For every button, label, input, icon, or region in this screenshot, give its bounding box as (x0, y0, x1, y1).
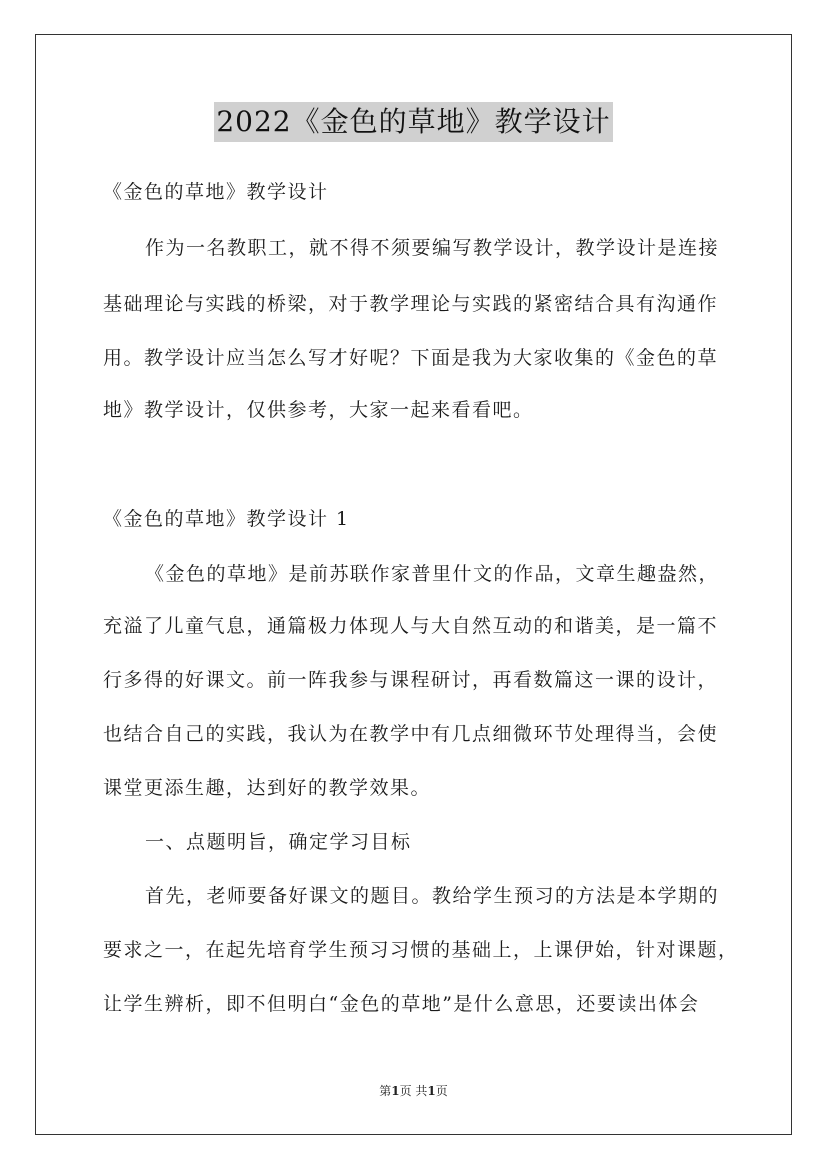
title-container (0, 102, 827, 142)
point-line: 要求之一，在起先培育学生预习习惯的基础上，上课伊始，针对课题， (103, 939, 739, 961)
intro-line: 地》教学设计，仅供参考，大家一起来看看吧。 (103, 399, 534, 421)
point-heading: 一、点题明旨，确定学习目标 (145, 831, 412, 853)
point-line: 首先，老师要备好课文的题目。教给学生预习的方法是本学期的 (145, 885, 720, 907)
footer-prefix: 第 (379, 1084, 392, 1098)
footer-suffix: 页 (435, 1084, 448, 1098)
section-line: 也结合自己的实践，我认为在教学中有几点细微环节处理得当，会使 (103, 723, 719, 745)
intro-line: 用。教学设计应当怎么写才好呢？下面是我为大家收集的《金色的草 (103, 347, 719, 369)
intro-line: 基础理论与实践的桥梁，对于教学理论与实践的紧密结合具有沟通作 (103, 293, 719, 315)
document-title: 2022《金色的草地》教学设计 (214, 102, 612, 142)
section-heading: 《金色的草地》教学设计 1 (103, 508, 350, 530)
section-line: 课堂更添生趣，达到好的教学效果。 (103, 777, 432, 799)
intro-line: 作为一名教职工，就不得不须要编写教学设计，教学设计是连接 (145, 237, 720, 259)
footer-mid: 页 共 (399, 1084, 428, 1098)
footer-page-total: 1 (427, 1084, 436, 1098)
section-line: 《金色的草地》是前苏联作家普里什文的作品，文章生趣盎然， (145, 563, 720, 585)
section-line: 充溢了儿童气息，通篇极力体现人与大自然互动的和谐美，是一篇不 (103, 615, 719, 637)
point-line: 让学生辨析，即不但明白“金色的草地”是什么意思，还要读出体会 (103, 993, 700, 1015)
footer-page-number: 1 (391, 1084, 400, 1098)
document-subtitle: 《金色的草地》教学设计 (103, 181, 329, 203)
section-line: 行多得的好课文。前一阵我参与课程研讨，再看数篇这一课的设计， (103, 669, 719, 691)
page-footer (0, 1082, 827, 1099)
